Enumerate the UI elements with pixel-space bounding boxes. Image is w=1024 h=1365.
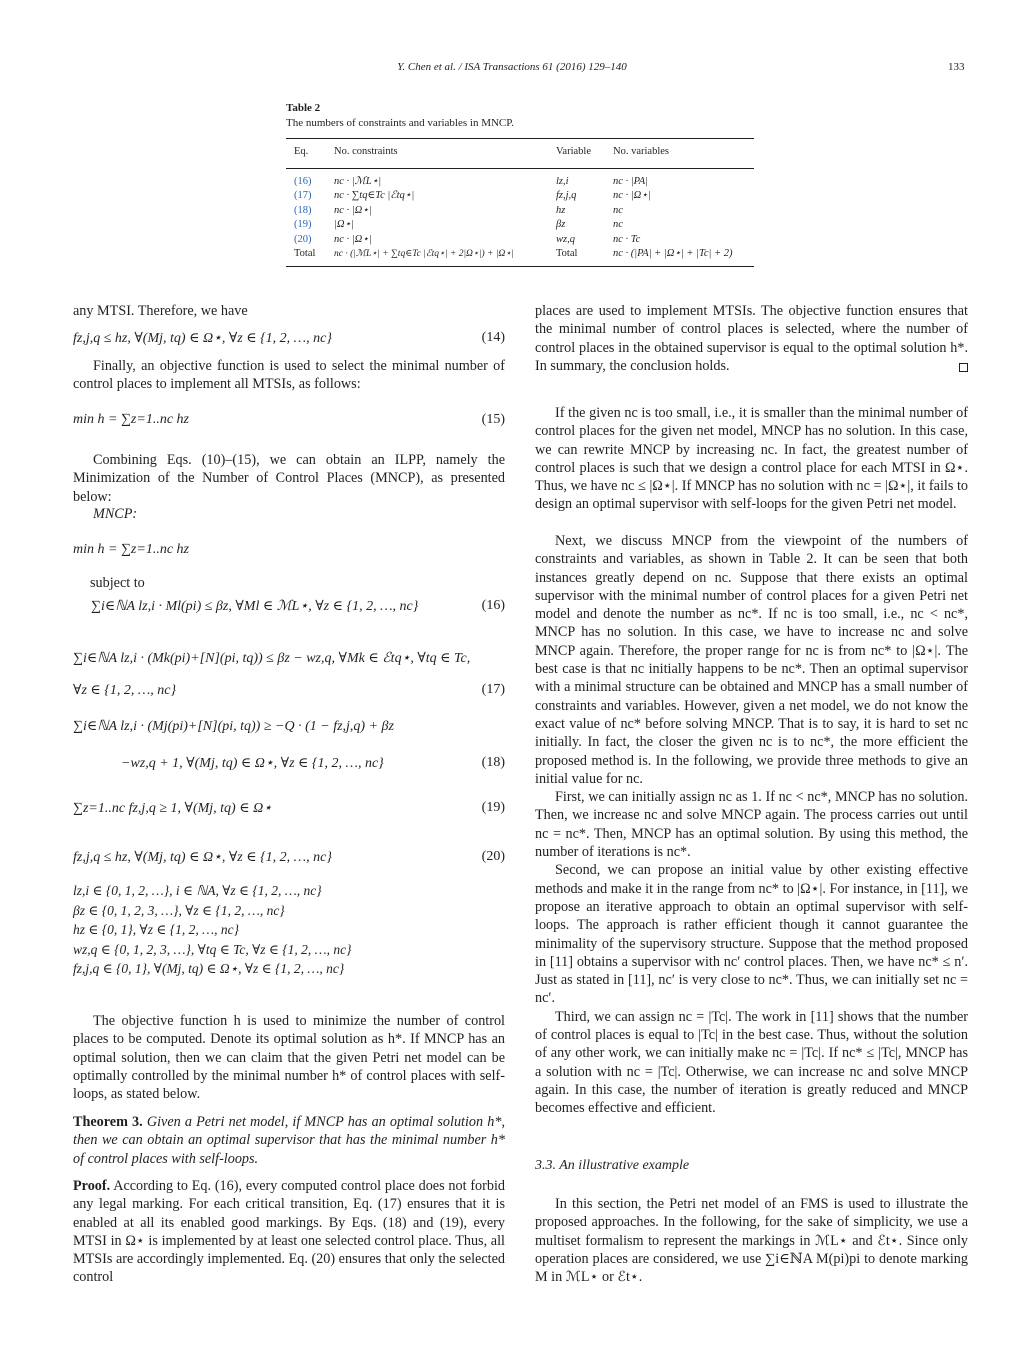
domain-line: hz ∈ {0, 1}, ∀z ∈ {1, 2, …, nc} <box>73 922 239 937</box>
section-heading: 3.3. An illustrative example <box>535 1158 690 1173</box>
table-row <box>286 204 754 219</box>
table-cell: Total <box>286 247 326 266</box>
col-header-eq: Eq. <box>286 139 326 169</box>
theorem-label: Theorem 3. <box>73 1114 143 1130</box>
table-cell: lz,i <box>556 175 569 187</box>
paragraph: any MTSI. Therefore, we have <box>73 303 248 319</box>
equation-body: ∑z=1..nc fz,j,q ≥ 1, ∀(Mj, tq) ∈ Ω⋆ <box>73 801 272 816</box>
table-cell: βz <box>556 219 566 230</box>
paragraph-text: Second, we can propose an initial value by other existing effective methods and make it in the range from nc* to |Ω⋆|. For instance, in [11], we propose an iterative approach to obtain an optimal supervisor with self-loops. The approach is rather efficient though it cannot guarantee the minimality of the supervisory structure. Suppose that the method proposed in [11] obtains a supervisor with nc′ control places. Then, we have nc* ≤ n′. Just as stated in [11], nc′ is very close to nc*. Thus, we can initially set nc = nc′. <box>535 862 968 1007</box>
paragraph <box>73 1012 505 1103</box>
equation-body: fz,j,q ≤ hz, ∀(Mj, tq) ∈ Ω⋆, ∀z ∈ {1, 2, …, nc} <box>73 331 332 346</box>
equation-number: (20) <box>481 849 505 864</box>
table-cell: nc <box>613 204 623 216</box>
mncp-label: MNCP: <box>93 506 138 522</box>
table-cell: nc · |Ω⋆| <box>334 233 372 245</box>
equation-number: (15) <box>481 412 505 427</box>
col-header-variable: Variable <box>548 139 605 169</box>
equation-body: −wz,q + 1, ∀(Mj, tq) ∈ Ω⋆, ∀z ∈ {1, 2, …, nc} <box>121 756 384 771</box>
proof-label: Proof. <box>73 1178 111 1194</box>
paragraph-text: In this section, the Petri net model of an FMS is used to illustrate the proposed approaches. In the following, for the sake of simplicity, we use a multiset formalism to represent the markings in ℳL⋆ and ℰt⋆. Since only operation places are considered, we use ∑i∈ℕA M(pi)pi to denote marking M in ℳL⋆ or ℰt⋆. <box>535 1196 968 1286</box>
table-cell: nc · (|PA| + |Ω⋆| + |Tc| + 2) <box>605 247 754 266</box>
paragraph-text: Third, we can assign nc = |Tc|. The work in [11] shows that the number of control places is equal to |Tc| in the best case. Thus, without the solution of any other work, we can initially make nc = |Tc|. If nc* ≤ |Tc|, MNCP has a solution with nc = |Tc|. Otherwise, we can increase nc and solve MNCP again. In this case, the number of iteration is greatly reduced and MNCP becomes effective and efficient. <box>535 1008 968 1117</box>
table-row <box>286 233 754 248</box>
eq-ref-link[interactable]: (20) <box>294 233 312 245</box>
subject-to-label: subject to <box>90 575 145 591</box>
theorem-text: Given a Petri net model, if MNCP has an optimal solution h*, then we can obtain an optimal supervisor that has the minimal number h* of control places with self-loops. <box>73 1114 505 1167</box>
variable-domains <box>73 881 505 979</box>
table-cell: nc · |PA| <box>613 175 649 187</box>
eq-ref-link[interactable]: (16) <box>294 175 312 187</box>
paragraph-text: The objective function h is used to minimize the number of control places to be computed. Denote its optimal solution as h*. If MNCP has an optimal solution, then we can claim that the given Petri net model can be optimally controlled by the minimal number h* of control places with self-loops, as stated below. <box>73 1013 505 1103</box>
constraints-table <box>286 138 754 267</box>
table-cell: nc <box>613 219 623 230</box>
paragraph-text: First, we can initially assign nc as 1. If nc < nc*, MNCP has no solution. Then, we increase nc and solve MNCP again. The process carries out until nc = nc*. Then, MNCP has an optimal solution. By using this method, the number of iterations is nc*. <box>535 789 968 861</box>
table-caption: The numbers of constraints and variables in MNCP. <box>286 117 514 129</box>
table-header-row <box>286 139 754 169</box>
running-head: Y. Chen et al. / ISA Transactions 61 (2016) 129–140 <box>397 61 627 73</box>
col-header-constraints: No. constraints <box>326 139 548 169</box>
table-row <box>286 168 754 189</box>
table-cell: nc · |ℳL⋆| <box>334 175 382 187</box>
paragraph <box>535 532 968 1118</box>
equation-number: (14) <box>481 330 505 345</box>
table-cell: nc · (|ℳL⋆| + ∑tq∈Tc |ℰtq⋆| + 2|Ω⋆|) + |Ω⋆| <box>326 247 548 266</box>
col-header-variables: No. variables <box>605 139 754 169</box>
equation-body: min h = ∑z=1..nc hz <box>73 542 189 557</box>
equation-number: (16) <box>481 598 505 613</box>
table-row <box>286 189 754 204</box>
domain-line: wz,q ∈ {0, 1, 2, 3, …}, ∀tq ∈ Tc, ∀z ∈ {1, 2, …, nc} <box>73 941 352 957</box>
equation-body: min h = ∑z=1..nc hz <box>73 412 189 427</box>
eq-ref-link[interactable]: (18) <box>294 204 312 216</box>
paragraph <box>535 404 968 514</box>
qed-icon <box>959 363 968 372</box>
paragraph-text: Combining Eqs. (10)–(15), we can obtain an ILPP, namely the Minimization of the Number of Control Places (MNCP), as presented below: <box>73 452 505 505</box>
table-cell: nc · ∑tq∈Tc |ℰtq⋆| <box>334 190 415 201</box>
equation-body: ∀z ∈ {1, 2, …, nc} <box>73 683 177 698</box>
table-cell: nc · |Ω⋆| <box>613 190 651 201</box>
equation-number: (17) <box>481 682 505 697</box>
equation-body: ∑i∈ℕA lz,i · (Mk(pi)+[N](pi, tq)) ≤ βz − wz,q, ∀Mk ∈ ℰtq⋆, ∀tq ∈ Tc, <box>73 651 471 666</box>
equation-body: fz,j,q ≤ hz, ∀(Mj, tq) ∈ Ω⋆, ∀z ∈ {1, 2, …, nc} <box>73 850 332 865</box>
equation-number: (19) <box>481 800 505 815</box>
table-cell: |Ω⋆| <box>334 219 354 230</box>
proof-text: According to Eq. (16), every computed control place does not forbid any legal marking. For each critical transition, Eq. (17) ensures that it is enabled at all its enabled good markings. By Eqs. (18) and (19), every MTSI in Ω⋆ is implemented by at least one selected control place. Thus, all MTSIs are accordingly implemented. Eq. (20) ensures that only the selected control <box>73 1178 506 1286</box>
table-cell: wz,q <box>556 233 575 245</box>
equation-number: (18) <box>481 755 505 770</box>
table-label: Table 2 <box>286 102 321 114</box>
domain-line: βz ∈ {0, 1, 2, 3, …}, ∀z ∈ {1, 2, …, nc} <box>73 902 285 918</box>
paragraph-text: places are used to implement MTSIs. The objective function ensures that the minimal number of control places is selected, where the number of control places in the obtained supervisor is equal to the optimal solution h*. In summary, the conclusion holds. <box>535 303 968 374</box>
table-cell: nc · |Ω⋆| <box>334 204 372 216</box>
equation-body: ∑i∈ℕA lz,i · Ml(pi) ≤ βz, ∀Ml ∈ ℳL⋆, ∀z ∈ {1, 2, …, nc} <box>91 599 419 614</box>
equation-body: ∑i∈ℕA lz,i · (Mj(pi)+[N](pi, tq)) ≥ −Q · (1 − fz,j,q) + βz <box>73 719 394 734</box>
theorem-3 <box>73 1113 505 1168</box>
table-cell: nc · Tc <box>613 233 641 245</box>
domain-line: lz,i ∈ {0, 1, 2, …}, i ∈ ℕA, ∀z ∈ {1, 2, …, nc} <box>73 883 322 898</box>
table-row <box>286 218 754 233</box>
table-cell: Total <box>548 247 605 266</box>
paragraph <box>535 302 968 375</box>
paragraph <box>535 1195 968 1286</box>
paragraph <box>73 451 505 506</box>
paragraph-text: Next, we discuss MNCP from the viewpoint of the numbers of constraints and variables, as shown in Table 2. It can be seen that both instances greatly depend on nc. Suppose that there exists an optimal supervisor with the minimal number of control places for a given Petri net model and denote the number as nc*. If nc is too small, i.e., nc < nc*, MNCP has no solution. In this case, we have to increase nc and solve MNCP again. Therefore, the proper range for nc is from nc* to |Ω⋆|. The best case is that nc initially happens to be nc*. Then an optimal supervisor with a minimal structure can be obtained and MNCP has a small number of constraints and variables. However, given a net model, we do not know the exact value of nc* before solving MNCP. That is to say, it is hard to set nc initially. In fact, the closer the given nc is to nc*, the more efficient the proposed method is. In the following, we provide three methods to give an initial value for nc. <box>535 533 968 787</box>
eq-ref-link[interactable]: (17) <box>294 190 312 201</box>
page-number: 133 <box>948 61 965 73</box>
table-row-total <box>286 247 754 266</box>
eq-ref-link[interactable]: (19) <box>294 219 312 230</box>
table-cell: hz <box>556 204 566 216</box>
table-cell: fz,j,q <box>556 190 577 201</box>
paragraph <box>73 357 505 394</box>
domain-line: fz,j,q ∈ {0, 1}, ∀(Mj, tq) ∈ Ω⋆, ∀z ∈ {1, 2, …, nc} <box>73 961 345 976</box>
paragraph-text: Finally, an objective function is used to select the minimal number of control places to implement all MTSIs, as follows: <box>73 358 505 393</box>
proof <box>73 1177 505 1287</box>
paragraph-text: If the given nc is too small, i.e., it is smaller than the minimal number of control places for the given net model, MNCP has no solution. In this case, we can rewrite MNCP by increasing nc. In fact, the greatest number of control places is such that we design a control place for each MTSI in Ω⋆. Thus, we have nc ≤ |Ω⋆|. If MNCP has no solution with nc = |Ω⋆|, it fails to design an optimal supervisor with self-loops for the given Petri net model. <box>535 405 968 513</box>
